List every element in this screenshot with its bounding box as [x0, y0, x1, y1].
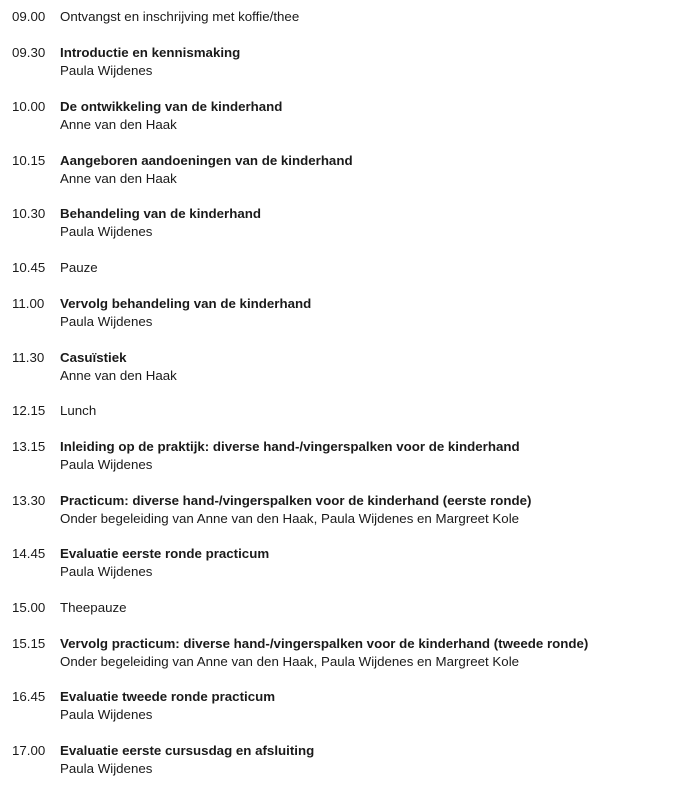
entry-time: 15.15: [12, 636, 46, 651]
entry-time: 10.15: [12, 153, 46, 168]
entry-details: [60, 295, 670, 331]
entry-time: 11.00: [12, 296, 45, 311]
entry-speaker: Paula Wijdenes: [60, 564, 153, 579]
entry-time: 10.00: [12, 99, 46, 114]
entry-speaker: Paula Wijdenes: [60, 224, 153, 239]
entry-time: 10.45: [12, 260, 46, 275]
entry-details: [60, 259, 670, 277]
entry-speaker: Paula Wijdenes: [60, 761, 153, 776]
entry-title: Introductie en kennismaking: [60, 45, 241, 60]
entry-title: Ontvangst en inschrijving met koffie/thee: [60, 9, 300, 24]
entry-title: Vervolg practicum: diverse hand-/vingerspalken voor de kinderhand (tweede ronde): [60, 636, 589, 651]
entry-title: Casuïstiek: [60, 350, 127, 365]
entry-time: 14.45: [12, 546, 46, 561]
entry-title: Pauze: [60, 260, 98, 275]
entry-title: Aangeboren aandoeningen van de kinderhand: [60, 153, 353, 168]
entry-details: [60, 688, 670, 724]
entry-time: 11.30: [12, 350, 45, 365]
entry-details: [60, 402, 670, 420]
entry-speaker: Paula Wijdenes: [60, 63, 153, 78]
entry-title: Lunch: [60, 403, 97, 418]
entry-title: Inleiding op de praktijk: diverse hand-/vingerspalken voor de kinderhand: [60, 439, 520, 454]
entry-speaker: Paula Wijdenes: [60, 457, 153, 472]
entry-details: [60, 635, 670, 671]
entry-details: [60, 205, 670, 241]
entry-speaker: Paula Wijdenes: [60, 314, 153, 329]
entry-details: [60, 545, 670, 581]
entry-title: Evaluatie eerste cursusdag en afsluiting: [60, 743, 315, 758]
entry-time: 10.30: [12, 206, 46, 221]
entry-details: [60, 438, 670, 474]
entry-time: 09.00: [12, 9, 46, 24]
entry-details: [60, 44, 670, 80]
entry-time: 12.15: [12, 403, 46, 418]
entry-title: Theepauze: [60, 600, 127, 615]
entry-title: Vervolg behandeling van de kinderhand: [60, 296, 312, 311]
entry-time: 13.15: [12, 439, 46, 454]
entry-speaker: Onder begeleiding van Anne van den Haak, Paula Wijdenes en Margreet Kole: [60, 654, 520, 669]
entry-details: [60, 349, 670, 385]
entry-speaker: Onder begeleiding van Anne van den Haak, Paula Wijdenes en Margreet Kole: [60, 511, 520, 526]
entry-details: [60, 492, 670, 528]
entry-details: [60, 742, 670, 778]
entry-title: Evaluatie eerste ronde practicum: [60, 546, 270, 561]
entry-title: De ontwikkeling van de kinderhand: [60, 99, 283, 114]
entry-details: [60, 152, 670, 188]
entry-time: 17.00: [12, 743, 46, 758]
entry-title: Behandeling van de kinderhand: [60, 206, 261, 221]
entry-details: [60, 599, 670, 617]
entry-time: 16.45: [12, 689, 46, 704]
entry-title: Evaluatie tweede ronde practicum: [60, 689, 276, 704]
entry-speaker: Paula Wijdenes: [60, 707, 153, 722]
entry-details: [60, 8, 670, 26]
entry-time: 15.00: [12, 600, 46, 615]
entry-time: 09.30: [12, 45, 46, 60]
entry-speaker: Anne van den Haak: [60, 368, 177, 383]
entry-title: Practicum: diverse hand-/vingerspalken voor de kinderhand (eerste ronde): [60, 493, 532, 508]
entry-details: [60, 98, 670, 134]
entry-speaker: Anne van den Haak: [60, 171, 177, 186]
entry-speaker: Anne van den Haak: [60, 117, 177, 132]
entry-time: 13.30: [12, 493, 46, 508]
